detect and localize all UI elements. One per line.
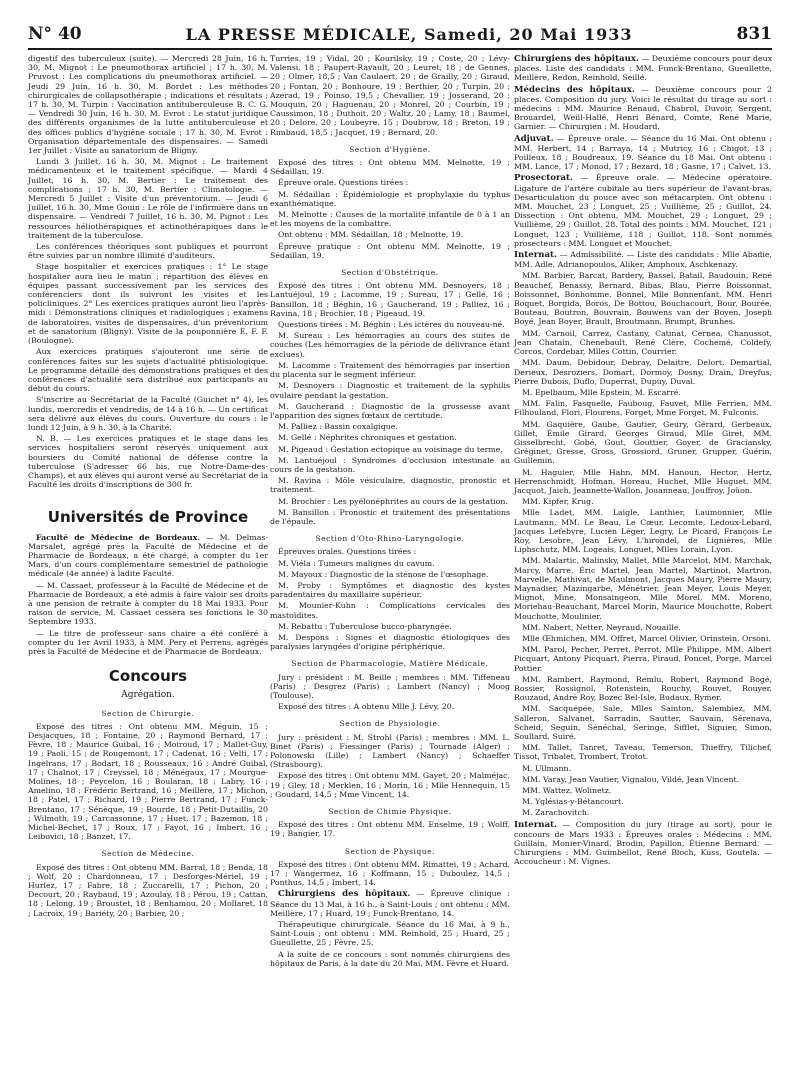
text-paragraph: M. Lantuéjoul : Syndromes d'occlusion intestinale au cours de la gestation. xyxy=(270,455,510,474)
text-paragraph: — Deuxième concours pour deux places. Liste des candidats : MM. Funck-Brentano, Gueullette, Meillère, Redon, Reinhold, Seillé. xyxy=(514,54,772,83)
subsection-title: Internat. xyxy=(514,819,558,830)
text-paragraph: Jury : président : M. Strohl (Paris) ; membres : MM. L. Binet (Paris) ; Fiessinger (Paris) ; Tournade (Alger) ; Polonowski (Lille) ; Lambert (Nancy) ; Schaeffer (Strasbourg). xyxy=(270,732,510,770)
text-paragraph: Épreuve pratique : Ont obtenu MM. Melnotte, 19 ; Sédaillan, 19. xyxy=(270,241,510,260)
text-paragraph: MM. Parol, Pecher, Perret, Perrot, Mlle Philippe, MM. Albert Picquart, Antony Picquart, Pierra, Piraud, Poncet, Porge, Marcel Pottier. xyxy=(514,645,772,673)
column-2 xyxy=(270,54,510,970)
subsection-title: Chirurgiens des hôpitaux. xyxy=(278,889,411,900)
column-3 xyxy=(514,54,772,869)
text-paragraph: Exposé des titres : Ont obtenu MM. Méguin, 15 ; Desjacques, 18 ; Fontaine, 20 ; Raymond Bernard, 17 ; Fèvre, 18 ; Maurice Guibal, 16 ; Moiroud, 17 ; Mallet-Guy, 19 ; Paoli, 15 ; de Rougemont, 17 ; Cadenat, 16 ; Velti, 17 ; Ingelrans, 17 ; Bodart, 18 ; Rousseaux, 16 ; André Guibal, 17 ; Chalnot, 17 ; Creyssel, 18 ; Ménégaux, 17 ; Mourgue-Molines, 18 ; Peycelon, 16 ; Boularan, 18 ; Labry, 16 ; Amelino, 18 ; Frédéric Bertrand, 16 ; Meillère, 17 ; Michon, 18 ; Patel, 17 ; Richard, 19 ; Pierre Bertrand, 17 ; Funck-Brentano, 17 ; Sénèque, 19 ; Bourde, 18 ; Petit-Dutaillis, 20 ; Wilmoth, 19 ; Carcassonne, 17 ; Huet, 17 ; Bazemon, 18 ; Michel-Béchet, 17 ; Roux, 17 ; Fayot, 16 ; Imbert, 16 ; Leibovici, 18 ; Banzet, 17. xyxy=(28,721,268,842)
text-paragraph: Stage hospitalier et exercices pratiques : 1° Le stage hospitalier aura lieu le matin ; répartition des élèves en équipes passant successivement par les services des conférenciers dont ils suivront les visites et les policliniques. 2° Les exercices pratiques auront lieu l'après-midi : Démonstrations cliniques et radiologiques ; examens de laboratoires, visites de dispensaires, d'un préventorium et de sanatorium (Bligny). Visite de la pouponnière E. F. F. (Boulogne). xyxy=(28,262,268,346)
text-paragraph: — Épreuve orale. — Séance du 16 Mai. Ont obtenu : MM. Herbert, 14 ; Barraya, 14 ; Mutricy, 16 ; Chigot, 13 ; Poilleux, 18 ; Boudreaux, 19. Séance du 18 Mai. Ont obtenu : MM. Lance, 17 ; Monod, 17 ; Bezard, 18 ; Gasne, 17 ; Calvet, 13. xyxy=(514,133,772,172)
text-paragraph: Questions tirées : M. Béghin : Les ictères du nouveau-né. xyxy=(278,320,505,330)
subsection-title: Faculté de Médecine de Bordeaux. xyxy=(36,532,201,542)
text-paragraph: MM. Varay, Jean Vautier, Vignalou, Vildé, Jean Vincent. xyxy=(522,774,740,784)
text-paragraph: — M. Delmas-Marsalet, agrégé près la Faculté de Médecine et de Pharmacie de Bordeaux, a été chargé, à compter du 1er Mars, d'un cours complémentaire semestriel de pathologie médicale (4e année) à ladite Faculté. xyxy=(28,532,268,579)
text-paragraph: MM. Wattez, Wolinetz. xyxy=(522,786,612,796)
text-paragraph: Épreuve orale. Questions tirées : xyxy=(278,178,409,188)
text-paragraph: MM. Nabert, Netter, Neyraud, Nouaille. xyxy=(522,622,681,632)
text-paragraph: Exposé des titres : Ont obtenu MM. Melnotte, 19 ; Sédaillan, 19. xyxy=(270,158,510,177)
text-paragraph: — M. Cassaet, professeur à la Faculté de Médecine et de Pharmacie de Bordeaux, a été admis à faire valoir ses droits à une pension de retraite à compter du 18 Mai 1933. Pour raison de service, M. Cassaet cessera ses fonctions le 30 Septembre 1933. xyxy=(28,580,268,627)
text-paragraph: MM. Barbier, Barcat, Bardery, Bassel, Batail, Baudouin, René Beauchef, Benassy, Bernard, Bibas, Blau, Pierre Boissonnat, Boissonnet, Bonhomme, Bonnel, Mlle Bonnenfant, MM. Henri Boquet, Borgida, Boros, De Bottou, Bouchacourt, Bour, Bourée, Bouteau, Boutron, Bouvrain, Bouwens van der Boyen, Joseph Boyé, Jean Boyer, Brault, Broutmann, Brumpt, Brunhes. xyxy=(514,271,772,327)
text-paragraph: M. Yglésias-y-Bétancourt. xyxy=(522,797,624,807)
text-paragraph: Mlle Ladet, MM. Laigle, Lanthier, Laumonnier, Mlle Lautmann, MM. Le Beau, Le Cœur, Lecomte, Ledoux-Lebard, Jacques Lefebvre, Lucien Léger, Legry, Le Picard, François Le Roy, Lesobre, Jean Lévy, L'hirondel, de Lignières, Mlle Liphschutz, MM. Logeais, Longuet, Mlles Lorain, Lyon. xyxy=(514,508,772,555)
text-paragraph: MM. Falin, Fasquelle, Fauboug, Fauvet, Mlle Ferrien, MM. Filhouland, Flori, Flourens, Forget, Mme Forget, M. Fulconis. xyxy=(514,399,772,418)
text-paragraph: M. Haguier, Mlle Hahn, MM. Hanoun, Hector, Hertz, Herrenschmidt, Hofman, Horeau, Huchet, Mlle Huguet. MM. Jacquot, Jaich, Jeannette-Wallon, Jouanneau, Jouffroy, Joüon. xyxy=(514,467,772,495)
text-paragraph: Lundi 3 Juillet, 16 h. 30, M. Mignot : Le traitement médicamenteux et le traitement spécifique. — Mardi 4 Juillet, 16 h. 30, M. Bertier : Le traitement des complications ; 17 h. 30, M. Bertier : Climatologie. — Mercredi 5 Juillet : Visite d'un préventorium. — Jeudi 6 Juillet, 16 h. 30, Mme Gouin : Le rôle de l'infirmière dans un dispensaire. — Vendredi 7 Juillet, 16 h. 30, M. Pignot : Les ressources héliothérapiques et actinothérapiques dans le traitement de la tuberculose. xyxy=(28,157,268,240)
section-label: Section de Chirurgie. xyxy=(101,708,195,718)
text-paragraph: M. Sureau : Les hémorragies au cours des suites de couches (Les hémorragies de la période de délivrance étant exclues). xyxy=(270,331,510,359)
text-paragraph: — Épreuve clinique : Séance du 13 Mai, à 16 h., à Saint-Louis ; ont obtenu : MM. Meillère, 17 ; Huard, 19 ; Funck-Brentano, 14. xyxy=(270,889,510,918)
text-paragraph: — Admissibilité. — Liste des candidats : Mlle Abadie, MM. Adle, Adrianopoulos, Aliker, Amphoux, Aschkenazy. xyxy=(514,250,772,270)
text-paragraph: M. Palliez : Bassin coxalgique. xyxy=(278,422,398,432)
page-number: 831 xyxy=(736,24,772,44)
text-paragraph: M. Sédaillan : Épidémiologie et prophylaxie du typhus exanthématique. xyxy=(270,189,510,208)
subheading-agregation: Agrégation. xyxy=(121,690,175,701)
section-label: Section de Physiologie. xyxy=(339,719,441,729)
text-paragraph: MM. Gaquière, Gaube, Gautier, Geury, Gérard, Gerbeaux, Gillet, Émile Girard, Georges Giraud, Mlle Giret, MM. Gisselbrecht, Gobé, Gout, Gouttier, Goyer, de Graciansky, Gréginet, Gresse, Gross, Grossiord, Gruner, Grupper, Guérin, Guillemin. xyxy=(514,419,772,466)
section-heading-concours: Concours xyxy=(108,667,188,686)
text-paragraph: M. Epelbaum, Mlle Epstein, M. Escarré. xyxy=(522,387,681,397)
subsection-title: Médecins des hôpitaux. xyxy=(514,84,635,95)
masthead xyxy=(28,20,772,50)
subsection-title: Prosectorat. xyxy=(514,173,574,184)
text-paragraph: M. Ullmann. xyxy=(522,763,572,773)
text-paragraph: Exposé des titres : Ont obtenu MM. Enselme, 19 ; Wolff, 19 ; Bangier, 17. xyxy=(270,820,510,839)
text-paragraph: — Deuxième concours pour 2 places. Composition du jury. Voici le résultat du tirage au sort : médecins : MM. Maurice Renaud, Chabrol, Duvoir, Sergent, Brouardel, Weill-Hallé, Henri Bénard, Comte, René Marie, Garnier. — Chirurgien : M. Houdard. xyxy=(514,84,772,132)
text-paragraph: — Épreuve orale. — Médecine opératoire. Ligature de l'artère cubitale au tiers supérieur de l'avant-bras. Désarticulation du pouce avec son métacarpien. Ont obtenu : MM. Mouchet, 23 ; Longuet, 25 ; Vuillième, 25 ; Guillot, 24. Dissection : Ont obtenu, MM. Mouchet, 29 ; Longuet, 29 ; Vuillième, 29 ; Guillot, 28. Total des points : MM. Mouchet, 121 ; Longuet, 123 ; Vuillième, 118 ; Guillot, 118. Sont nommés prosecteurs : MM. Longuet et Mouchet. xyxy=(514,173,772,248)
text-paragraph: M. Ravina : Môle vésiculaire, diagnostic, pronostic et traitement. xyxy=(270,476,510,495)
text-paragraph: Exposé des titres : Ont obtenu MM. Gayet, 20 ; Malméjac, 19 ; Gley, 18 ; Merklen, 16 ; Morin, 16 ; Mlle Hennequin, 15 ; Goudard, 14,5 ; Mme Vincent, 14. xyxy=(270,771,510,799)
subsection-title: Internat. xyxy=(514,250,558,261)
text-paragraph: M. Brochier : Les pyélonéphrites au cours de la gestation. xyxy=(278,496,508,506)
text-paragraph: MM. Rambert, Raymond, Remlu, Robert, Raymond Bogé, Rossier, Rossignol, Rotenstein, Rouchy, Rouvet, Rouyer, Rouzaud, André Roy, Bozec Bel-Isle, Budaux, Rymer. xyxy=(514,674,772,703)
text-paragraph: M. Lacomme : Traitement des hémorragies par insertion du placenta sur le segment inférieur. xyxy=(270,360,510,380)
section-label: Section de Chimie Physique. xyxy=(328,807,452,817)
text-paragraph: N. B. — Les exercices pratiques et le stage dans les services hospitaliers seront réservés uniquement aux boursiers du Comité national de défense contre la tuberculose (S'adresser 66 bis, rue Notre-Dame-des-Champs), et aux élèves qui auront versé au Secrétariat de la Faculté les droits d'inscriptions de 300 fr. xyxy=(28,434,268,490)
text-paragraph: S'inscrire au Secrétariat de la Faculté (Guichet n° 4), les lundis, mercredis et vendredis, de 14 à 16 h. — Un certificat sera délivré aux élèves du cours. Ouverture du cours : le lundi 12 Juin, à 9 h. 30, à la Charité. xyxy=(28,395,268,432)
text-paragraph: MM. Malartic, Malinsky, Mallet, Mlle Marcelot, MM. Marchak, Marcy, Marre, Éric Martel, Jean Martel, Martinot, Martron, Marvelle, Mathivat, de Maulmont, Jacques Maury, Pierre Maury, Maynadier, Mazingarbe, Ménétrier, Jean Meyer, Louis Meyer, Mignot, Mine, Monsaingeon, Mlle Morel, MM. Moreno, Moriehau-Beauchant, Marcel Morin, Maurice Mouchotte, Robert Mouchotte, Moulinier. xyxy=(514,556,772,621)
text-paragraph: digestif des tuberculeux (suite). — Mercredi 28 Juin, 16 h. 30, M. Mignot : Le pneumothorax artificiel ; 17 h. 30, M. Pruvost : Les complications du pneumothorax artificiel. — Jeudi 29 Juin, 16 h. 30, M. Bordet : Les méthodes chirurgicales de collapsothérapie ; indications et résultats ; 17 h. 30, M. Turpin : Vaccination antituberculeuse B. C. G. — Vendredi 30 Juin, 16 h. 30, M. Evrot : Le statut juridique des différents organismes de la lutte antituberculeuse et des offices publics d'hygiène sociale ; 17 h. 30, M. Evrot : Organisation départementale des dispensaires. — Samedi 1er Juillet : Visite au sanatorium de Bligny. xyxy=(28,54,268,156)
text-paragraph: M. Mounier-Kuhn : Complications cervicales des mastoïdites. xyxy=(270,601,510,620)
section-heading-universites: Universités de Province xyxy=(47,508,249,527)
text-paragraph: Mlle Œhmichen, MM. Offret, Marcel Olivier, Orinstein, Orsoni. xyxy=(522,633,771,643)
subsection-title: Chirurgiens des hôpitaux. xyxy=(514,54,639,64)
text-paragraph: M. Proby : Symptômes et diagnostic des kystes paradentaires du maxillaire supérieur. xyxy=(270,580,510,600)
text-paragraph: M. Melnotte : Causes de la mortalité infantile de 0 à 1 an et les moyens de la combattre. xyxy=(270,210,510,229)
text-paragraph: M. Gellé : Néphrites chroniques et gestation. xyxy=(278,433,457,443)
text-paragraph: — Composition du jury (tirage au sort), pour le concours de Mars 1933 : Épreuves orales : Médecins : MM. Guillain, Monier-Vinard, Brodin, Papillon, Étienne Bernard. — Chirurgiens : MM. Guimbellot, René Bloch, Kuss, Goutela. — Accoucheur : M. Vignes. xyxy=(514,819,772,867)
text-paragraph: M. Pigeaud : Gestation ectopique au voisinage du terme. xyxy=(278,444,503,454)
text-paragraph: MM. Kipfer, Krug. xyxy=(522,497,594,507)
text-paragraph: MM. Sacquépée, Sale, Mlles Sainton, Salembiez, MM. Salleron, Salvanet, Sarradin, Sautter, Sauvain, Sérenava, Scheid, Seguin, Sénéchal, Seringe, Sifflet, Siguier, Simon, Soullard, Suiré. xyxy=(514,704,772,742)
text-paragraph: A la suite de ce concours : sont nommés chirurgiens des hôpitaux de Paris, à la date du 20 Mai, MM. Fèvre et Huard. xyxy=(270,949,510,968)
text-paragraph: — Le titre de professeur sans chaire a été conféré à compter du 1er Avril 1933, à MM. Pery et Perrens, agrégés près la Faculté de Médecine et de Pharmacie de Bordeaux. xyxy=(28,628,268,656)
text-paragraph: M. Gaucherand : Diagnostic de la grossesse avant l'apparition des signes fœtaux de certitude. xyxy=(270,401,510,420)
issue-number: N° 40 xyxy=(28,24,82,44)
text-paragraph: M. Mayoux : Diagnostic de la sténose de l'œsophage. xyxy=(278,569,489,579)
section-label: Section d'Oto-Rhino-Laryngologie. xyxy=(315,534,465,544)
journal-title: LA PRESSE MÉDICALE, Samedi, 20 Mai 1933 xyxy=(185,24,633,44)
section-label: Section de Physique. xyxy=(344,846,436,856)
text-paragraph: Aux exercices pratiques s'ajouteront une série de conférences faites sur les sujets d'actualité phtisiologique. Le programme détaillé des démonstrations pratiques et des conférences d'actualité sera distribué aux participants au début du cours. xyxy=(28,347,268,394)
text-paragraph: Turries, 19 ; Vidal, 20 ; Kourilsky, 19 ; Coste, 20 ; Lévy-Valensi, 18 ; Paupert-Ravault, 20 ; Leuret, 18 ; de Gennes, 20 ; Olmer, 18,5 ; Van Caulaert, 20 ; de Grailly, 20 ; Giraud, 20 ; Fontan, 20 ; Bonhoure, 19 ; Berthier, 20 ; Turpin, 20 ; Azerad, 19 ; Poinso, 19,5 ; Chevallier, 19 ; Josserand, 20 ; Mouquin, 20 ; Haguenau, 20 ; Monrel, 20 ; Courbin, 19 ; Caussimon, 18 ; Duthoit, 20 ; Waltz, 20 ; Lamy, 18 ; Baumel, 20 ; Delore, 20 ; Loubeyre, 15 ; Doubrow, 18 ; Breton, 19 ; Rimbaud, 18,5 ; Jacquet, 19 ; Bernard, 20. xyxy=(270,54,510,137)
text-paragraph: MM. Carnoil, Carrez, Castany, Catinat, Cernea, Chanussot, Jean Chatain, Chenebault, René Clère, Cochemé, Coldefy, Corcos, Cordebar, Mlles Cottin, Courrier. xyxy=(514,328,772,357)
text-paragraph: Ont obtenu : MM. Sédaillan, 18 ; Melnotte, 19. xyxy=(278,230,464,240)
text-paragraph: Exposé des titres : Ont obtenu MM. Barral, 18 ; Bendа, 18 ; Wolf, 20 ; Chardonneau, 17 ; Desforges-Mériel, 19 ; Hurlez, 17 ; Fabre, 18 ; Zuccarelli, 17 ; Pichon, 20 ; Decourt, 20 ; Raybaud, 19 ; Azoulay, 18 ; Pérou, 19 ; Cattan, 18 ; Lelong, 19 ; Broustet, 18 ; Benhamou, 20 ; Mollaret, 18 ; Lacroix, 19 ; Bariéty, 20 ; Barbier, 20 ; xyxy=(28,862,268,918)
text-paragraph: M. Despons : Signes et diagnostic étiologiques des paralysies laryngées d'origine périphérique. xyxy=(270,632,510,652)
section-label: Section d'Hygiène. xyxy=(349,144,431,154)
section-label: Section de Pharmacologie, Matière Médicale. xyxy=(291,659,489,669)
section-label: Section de Médecine. xyxy=(101,849,195,859)
text-paragraph: Jury : président : M. Beille ; membres : MM. Tiffeneau (Paris) ; Desgrez (Paris) ; Lambert (Nancy) ; Moog (Toulouse). xyxy=(270,672,510,700)
section-label: Section d'Obstétrique. xyxy=(341,268,439,278)
text-paragraph: Exposé des titres : Ont obtenu MM. Rimattei, 19 ; Achard, 17 ; Wangermez, 16 ; Koffmann, 15 ; Duboulez, 14,5 ; Ponthus, 14,5 ; Imbert, 14. xyxy=(270,859,510,888)
text-paragraph: M. Viéla : Tumeurs malignes du cavum. xyxy=(278,558,435,568)
text-paragraph: Exposé des titres : Ont obtenu MM. Desnoyers, 18 ; Lantuéjoul, 19 ; Lacomme, 19 ; Sureau, 17 ; Gellé, 16 ; Bansillon, 18 ; Béghin, 16 ; Gaucherand, 19 ; Palliez, 16 ; Ravina, 18 ; Brochier, 18 ; Pigeaud, 19. xyxy=(270,281,510,318)
text-paragraph: M. Desnoyers : Diagnostic et traitement de la syphilis ovulaire pendant la gestation. xyxy=(270,381,510,400)
subsection-title: Adjuvat. xyxy=(514,133,554,144)
column-1 xyxy=(28,54,268,920)
text-paragraph: Épreuves orales. Questions tirées : xyxy=(278,547,417,557)
text-paragraph: M. Bansillon : Pronostic et traitement des présentations de l'épaule. xyxy=(270,507,510,526)
text-paragraph: M. Rebattu : Tuberculose bucco-pharyngée. xyxy=(278,621,452,631)
text-paragraph: M. Zarachovitch. xyxy=(522,808,590,818)
text-paragraph: Thérapeutique chirurgicale. Séance du 16 Mai, à 9 h., Saint-Louis ; ont obtenu : MM. Reinhold, 25 ; Huard, 25 ; Gueullette, 25 ; Fèvre, 25. xyxy=(270,920,510,948)
text-paragraph: MM. Tallet, Tanret, Taveau, Temerson, Thieffry, Tilichef, Tissot, Tribalet, Trombert, Trotot. xyxy=(514,743,772,762)
text-paragraph: Les conférences théoriques sont publiques et pourront être suivies par un nombre illimité d'auditeurs. xyxy=(28,242,268,261)
text-paragraph: Exposé des titres : A obtenu Mlle J. Lévy, 20. xyxy=(278,702,455,712)
text-paragraph: MM. Daum, Debidour, Debray, Delaitre, Delort, Demartial, Derieux, Desroziers, Domart, Dormoy, Dosny, Drain, Dreyfus, Pierre Dubois, Duflo, Duperrat, Dupuy, Duval. xyxy=(514,358,772,386)
